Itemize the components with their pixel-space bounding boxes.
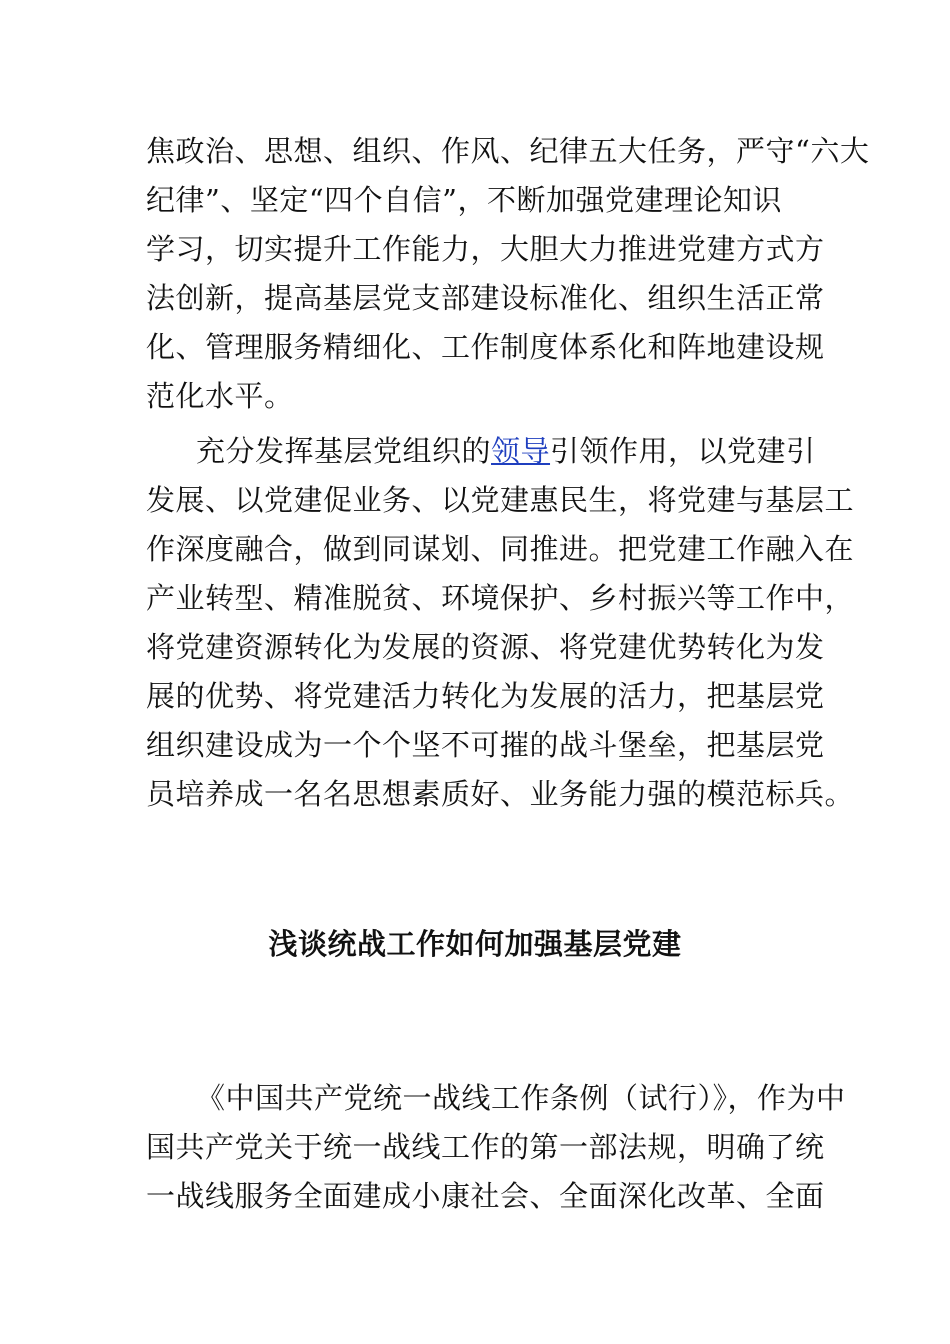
paragraph-line: 法创新，提高基层党支部建设标准化、组织生活正常 xyxy=(146,281,825,315)
paragraph-line: 将党建资源转化为发展的资源、将党建优势转化为发 xyxy=(146,630,825,664)
article-heading: 浅谈统战工作如何加强基层党建 xyxy=(268,927,682,961)
paragraph-first-line xyxy=(196,431,886,471)
paragraph-line: 国共产党关于统一战线工作的第一部法规，明确了统 xyxy=(146,1130,825,1164)
paragraph-line: 发展、以党建促业务、以党建惠民生，将党建与基层工 xyxy=(146,483,855,517)
paragraph-line: 员培养成一名名思想素质好、业务能力强的模范标兵。 xyxy=(146,777,855,811)
paragraph-line: 作深度融合，做到同谋划、同推进。把党建工作融入在 xyxy=(146,532,855,566)
paragraph-line: 一战线服务全面建成小康社会、全面深化改革、全面 xyxy=(146,1179,825,1213)
paragraph-line: 纪律”、坚定“四个自信”，不断加强党建理论知识 xyxy=(146,183,782,217)
paragraph-line: 化、管理服务精细化、工作制度体系化和阵地建设规 xyxy=(146,330,825,364)
paragraph-line: 学习，切实提升工作能力，大胆大力推进党建方式方 xyxy=(146,232,825,266)
paragraph-line: 焦政治、思想、组织、作风、纪律五大任务，严守“六大 xyxy=(146,134,870,168)
paragraph-line: 展的优势、将党建活力转化为发展的活力，把基层党 xyxy=(146,679,825,713)
paragraph-line: 产业转型、精准脱贫、环境保护、乡村振兴等工作中， xyxy=(146,581,855,615)
paragraph-line: 《中国共产党统一战线工作条例（试行）》，作为中 xyxy=(196,1081,846,1115)
paragraph-line: 组织建设成为一个个坚不可摧的战斗堡垒，把基层党 xyxy=(146,728,825,762)
paragraph-text: 充分发挥基层党组织的 xyxy=(196,434,492,468)
paragraph-text: 引领作用，以党建引 xyxy=(550,434,816,468)
paragraph-line: 范化水平。 xyxy=(146,379,294,413)
leadership-link[interactable]: 领导 xyxy=(491,434,551,468)
